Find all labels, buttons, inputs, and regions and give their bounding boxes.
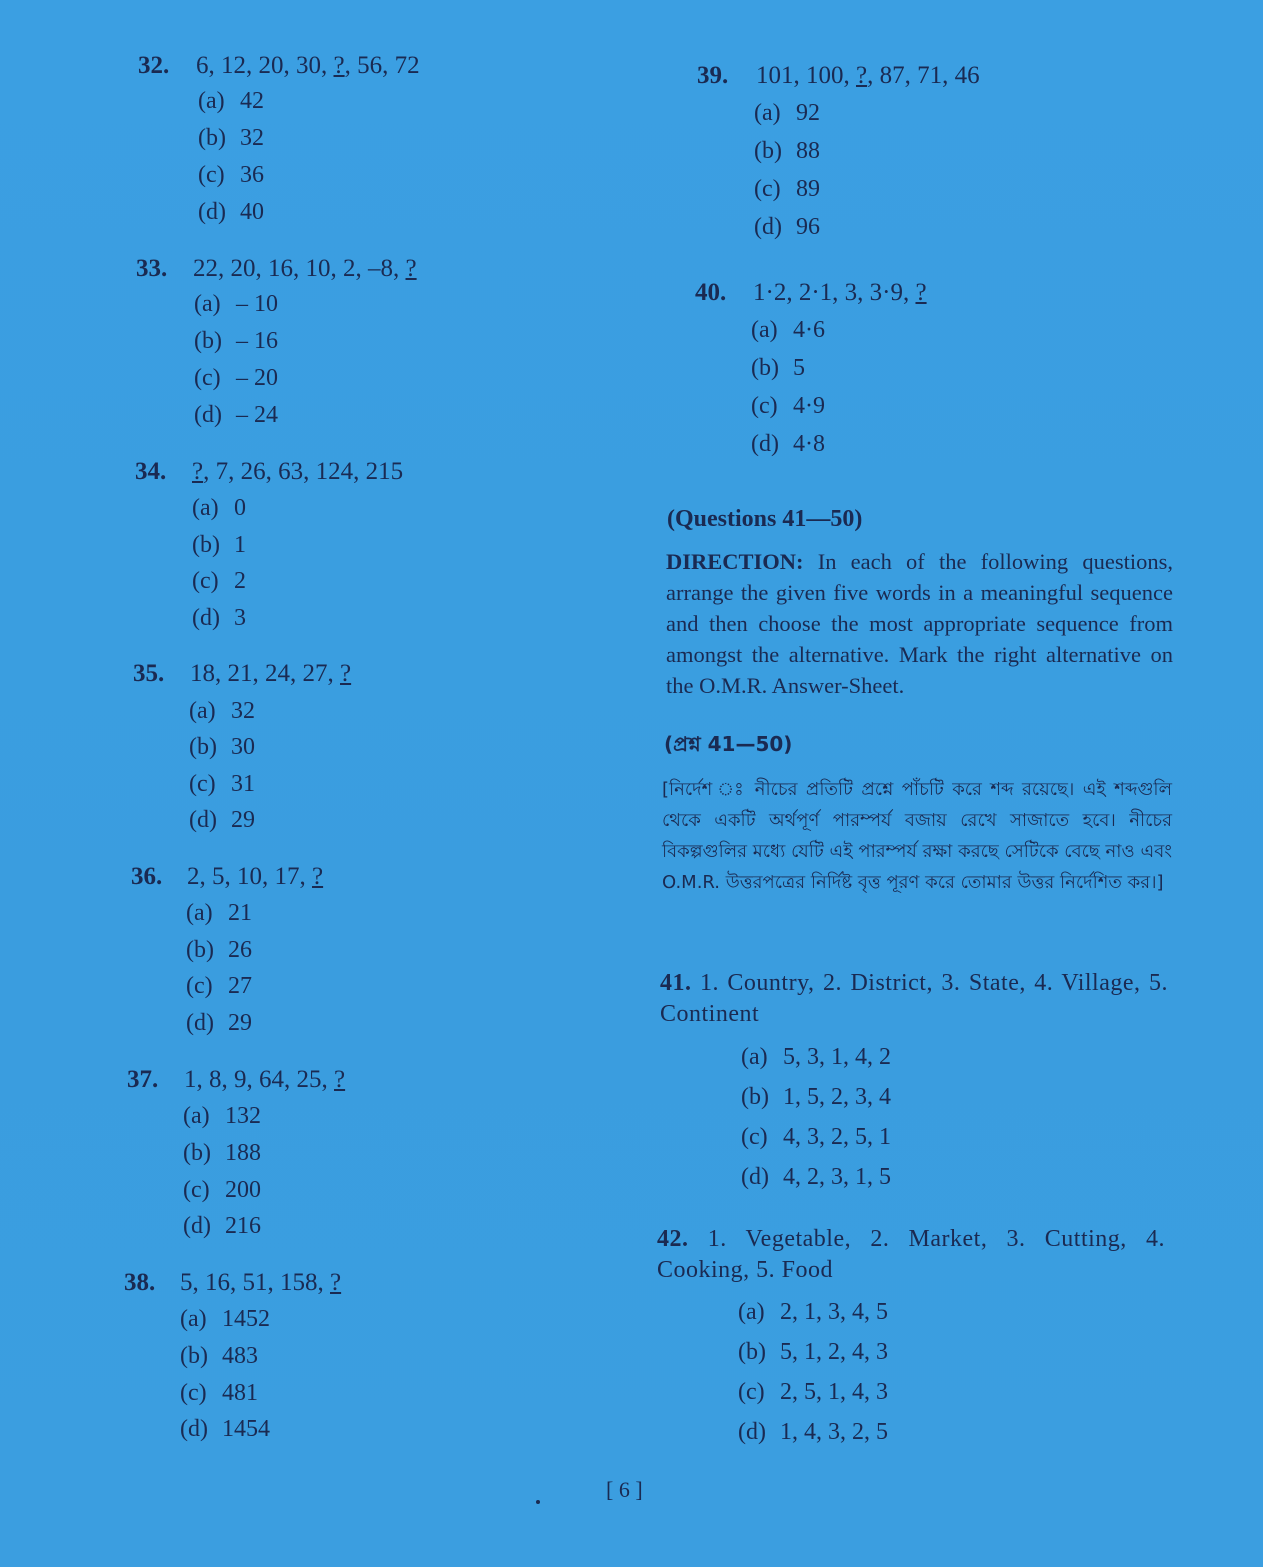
- question-series: 5, 16, 51, 158, ?: [180, 1269, 342, 1296]
- option: (d) 40: [198, 199, 264, 225]
- option: (c) 4, 3, 2, 5, 1: [741, 1124, 891, 1150]
- option: (a) 42: [198, 88, 264, 114]
- option: (b) 26: [186, 937, 252, 963]
- option: (c) 27: [186, 973, 252, 999]
- option: (b) 5: [751, 355, 805, 381]
- direction-paragraph-bengali: [নির্দেশ ঃ নীচের প্রতিটি প্রশ্নে পাঁচটি করে শব্দ রয়েছে। এই শব্দগুলি থেকে একটি অর্থপূর্ণ পারম্পর্য বজায় রেখে সাজাতে হবে। নীচের বিকল্পগুলির মধ্যে যেটি এই পারম্পর্য রক্ষা করছে সেটিকে বেছে নাও এবং O.M.R. উত্তরপত্রের নির্দিষ্ট বৃত্ত পূরণ করে তোমার উত্তর নির্দেশিত কর।]: [662, 779, 1172, 893]
- question-number: 36.: [131, 863, 163, 890]
- option: (b) 188: [183, 1140, 261, 1166]
- option: (d) 4, 2, 3, 1, 5: [741, 1164, 891, 1190]
- question-number: 37.: [127, 1066, 159, 1093]
- question-series: 101, 100, ?, 87, 71, 46: [756, 62, 980, 89]
- option: (d) 29: [186, 1010, 252, 1036]
- speck: [536, 1500, 540, 1504]
- option: (d) 4·8: [751, 431, 825, 457]
- direction-label: DIRECTION:: [666, 549, 804, 574]
- option: (a) 21: [186, 900, 252, 926]
- question-32: [138, 53, 420, 78]
- question-number: 34.: [135, 458, 167, 485]
- question-number: 40.: [695, 279, 727, 306]
- option: (a) 2, 1, 3, 4, 5: [738, 1299, 888, 1325]
- option: (c) 4·9: [751, 393, 825, 419]
- question-38: [124, 1270, 341, 1295]
- option: (a) 1452: [180, 1306, 270, 1332]
- question-37: [127, 1067, 345, 1092]
- option: (a) 32: [189, 698, 255, 724]
- question-35: [133, 661, 351, 686]
- question-number: 41.: [660, 970, 692, 996]
- question-series: 1, 8, 9, 64, 25, ?: [184, 1066, 346, 1093]
- option: (b) 5, 1, 2, 4, 3: [738, 1339, 888, 1365]
- option: (b) 483: [180, 1343, 258, 1369]
- option: (a) 5, 3, 1, 4, 2: [741, 1044, 891, 1070]
- option: (a) 132: [183, 1103, 261, 1129]
- option: (b) 1, 5, 2, 3, 4: [741, 1084, 891, 1110]
- option: (a) 4·6: [751, 317, 825, 343]
- question-series: 22, 20, 16, 10, 2, –8, ?: [193, 255, 417, 282]
- option: (b) 30: [189, 734, 255, 760]
- option: (b) 32: [198, 125, 264, 151]
- option: (b) 88: [754, 138, 820, 164]
- section-heading-bengali: (প্রশ্ন 41—50): [664, 732, 793, 756]
- question-series: 18, 21, 24, 27, ?: [190, 660, 352, 687]
- option: (d) 1, 4, 3, 2, 5: [738, 1419, 888, 1445]
- question-series: ?, 7, 26, 63, 124, 215: [192, 458, 404, 485]
- question-33: [136, 256, 417, 281]
- option: (b) – 16: [194, 328, 278, 354]
- question-series: 6, 12, 20, 30, ?, 56, 72: [196, 52, 420, 79]
- option: (c) 36: [198, 162, 264, 188]
- question-42: [657, 1224, 1165, 1286]
- question-36: [131, 864, 323, 889]
- question-series: 2, 5, 10, 17, ?: [187, 863, 324, 890]
- option: (d) 3: [192, 605, 246, 631]
- section-heading: (Questions 41—50): [667, 506, 863, 532]
- option: (c) 200: [183, 1177, 261, 1203]
- option: (c) – 20: [194, 365, 278, 391]
- page-number: [ 6 ]: [606, 1477, 643, 1502]
- option: (c) 89: [754, 176, 820, 202]
- option: (c) 2: [192, 568, 246, 594]
- option: (d) 216: [183, 1213, 261, 1239]
- direction-text: In each of the following questions, arrange the given five words in a meaningful sequence and then choose the most appropriate sequence from amongst the alternative. Mark the right alternative on the O.M.R. Answer-Sheet.: [666, 549, 1173, 698]
- option: (d) 1454: [180, 1416, 270, 1442]
- question-number: 38.: [124, 1269, 156, 1296]
- question-number: 33.: [136, 255, 168, 282]
- question-number: 42.: [657, 1226, 689, 1252]
- question-text: 1. Vegetable, 2. Market, 3. Cutting, 4. Cooking, 5. Food: [657, 1226, 1165, 1283]
- question-text: 1. Country, 2. District, 3. State, 4. Village, 5. Continent: [660, 970, 1168, 1027]
- option: (c) 31: [189, 771, 255, 797]
- question-number: 39.: [697, 62, 729, 89]
- question-number: 32.: [138, 52, 170, 79]
- question-39: [697, 63, 980, 88]
- question-number: 35.: [133, 660, 165, 687]
- question-series: 1·2, 2·1, 3, 3·9, ?: [753, 279, 927, 306]
- option: (d) 29: [189, 807, 255, 833]
- question-34: [135, 459, 403, 484]
- option: (a) 0: [192, 495, 246, 521]
- question-41: [660, 968, 1168, 1030]
- option: (a) – 10: [194, 291, 278, 317]
- option: (c) 2, 5, 1, 4, 3: [738, 1379, 888, 1405]
- option: (d) – 24: [194, 402, 278, 428]
- question-40: [695, 280, 927, 305]
- option: (a) 92: [754, 100, 820, 126]
- option: (d) 96: [754, 214, 820, 240]
- option: (c) 481: [180, 1380, 258, 1406]
- direction-paragraph: [666, 546, 1173, 701]
- option: (b) 1: [192, 532, 246, 558]
